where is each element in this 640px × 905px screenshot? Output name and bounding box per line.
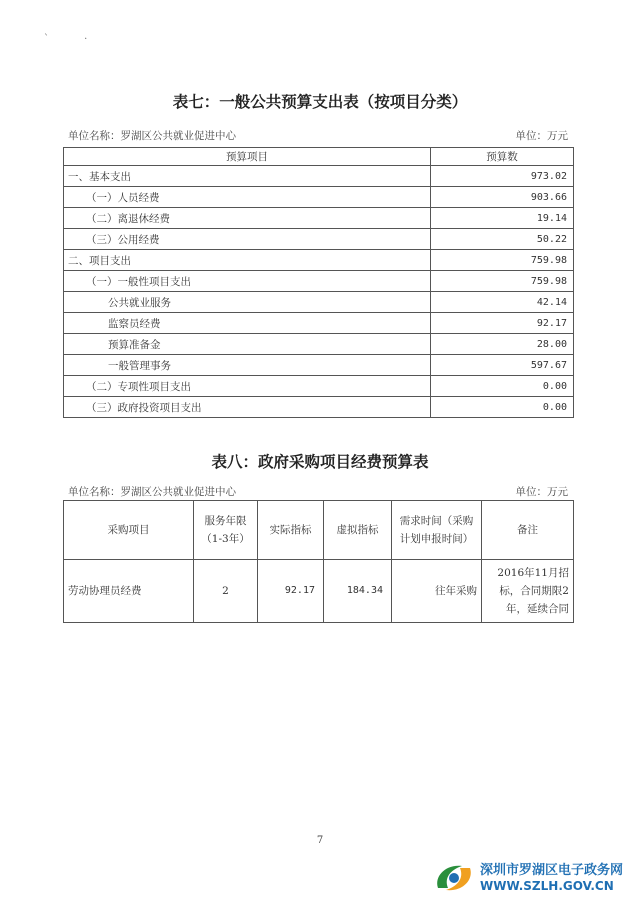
table-row [64, 208, 574, 229]
row-value: 903.66 [431, 187, 574, 208]
row-value: 0.00 [431, 397, 574, 418]
table-row [64, 250, 574, 271]
row-value: 759.98 [431, 271, 574, 292]
budget-expenditure-table [63, 147, 574, 418]
row-label: 监察员经费 [64, 313, 431, 334]
row-value: 28.00 [431, 334, 574, 355]
row-value: 973.02 [431, 166, 574, 187]
table-row [64, 313, 574, 334]
table-row [64, 187, 574, 208]
row-value: 0.00 [431, 376, 574, 397]
row-label: 二、项目支出 [64, 250, 431, 271]
page-number: 7 [316, 835, 324, 846]
header-service-years: 服务年限（1-3年） [194, 501, 258, 560]
table-header-row [64, 501, 574, 560]
table-row [64, 560, 574, 623]
cell-service-years: 2 [194, 560, 258, 623]
logo-name-cn: 深圳市罗湖区电子政务网 [480, 863, 624, 878]
header-budget-item: 预算项目 [64, 148, 431, 166]
logo-emblem-icon [432, 858, 476, 898]
cell-actual-indicator: 92.17 [258, 560, 324, 623]
header-actual-indicator: 实际指标 [258, 501, 324, 560]
table-row [64, 397, 574, 418]
cell-procurement-item: 劳动协理员经费 [64, 560, 194, 623]
cell-remarks: 2016年11月招标，合同期限2年，延续合同 [482, 560, 574, 623]
row-label: （一）一般性项目支出 [64, 271, 431, 292]
row-label: （二）离退休经费 [64, 208, 431, 229]
cell-virtual-indicator: 184.34 [324, 560, 392, 623]
logo-name-en: WWW.SZLH.GOV.CN [480, 879, 614, 893]
row-value: 92.17 [431, 313, 574, 334]
header-procurement-item: 采购项目 [64, 501, 194, 560]
table8-unit: 单位：万元 [515, 486, 568, 498]
table-row [64, 334, 574, 355]
header-demand-time: 需求时间（采购计划申报时间） [392, 501, 482, 560]
row-label: 一、基本支出 [64, 166, 431, 187]
table-row [64, 355, 574, 376]
procurement-budget-table [63, 500, 574, 623]
table-row [64, 229, 574, 250]
row-label: （一）人员经费 [64, 187, 431, 208]
row-value: 597.67 [431, 355, 574, 376]
table7-unit: 单位：万元 [515, 130, 568, 142]
table7-title: 表七：一般公共预算支出表（按项目分类） [172, 93, 468, 111]
header-budget-amount: 预算数 [431, 148, 574, 166]
table8-unit-name: 单位名称：罗湖区公共就业促进中心 [68, 486, 236, 498]
row-value: 42.14 [431, 292, 574, 313]
scan-specks: ` · [44, 34, 104, 45]
row-value: 759.98 [431, 250, 574, 271]
table7-unit-name: 单位名称：罗湖区公共就业促进中心 [68, 130, 236, 142]
table-row [64, 271, 574, 292]
cell-demand-time: 往年采购 [392, 560, 482, 623]
table-row [64, 376, 574, 397]
row-label: 一般管理事务 [64, 355, 431, 376]
row-value: 50.22 [431, 229, 574, 250]
row-label: 预算准备金 [64, 334, 431, 355]
row-label: （二）专项性项目支出 [64, 376, 431, 397]
row-label: 公共就业服务 [64, 292, 431, 313]
row-label: （三）政府投资项目支出 [64, 397, 431, 418]
table-header-row [64, 148, 574, 166]
header-remarks: 备注 [482, 501, 574, 560]
table8-title: 表八：政府采购项目经费预算表 [211, 453, 429, 471]
row-label: （三）公用经费 [64, 229, 431, 250]
table-row [64, 292, 574, 313]
header-virtual-indicator: 虚拟指标 [324, 501, 392, 560]
table-row [64, 166, 574, 187]
site-logo[interactable] [432, 858, 623, 898]
row-value: 19.14 [431, 208, 574, 229]
